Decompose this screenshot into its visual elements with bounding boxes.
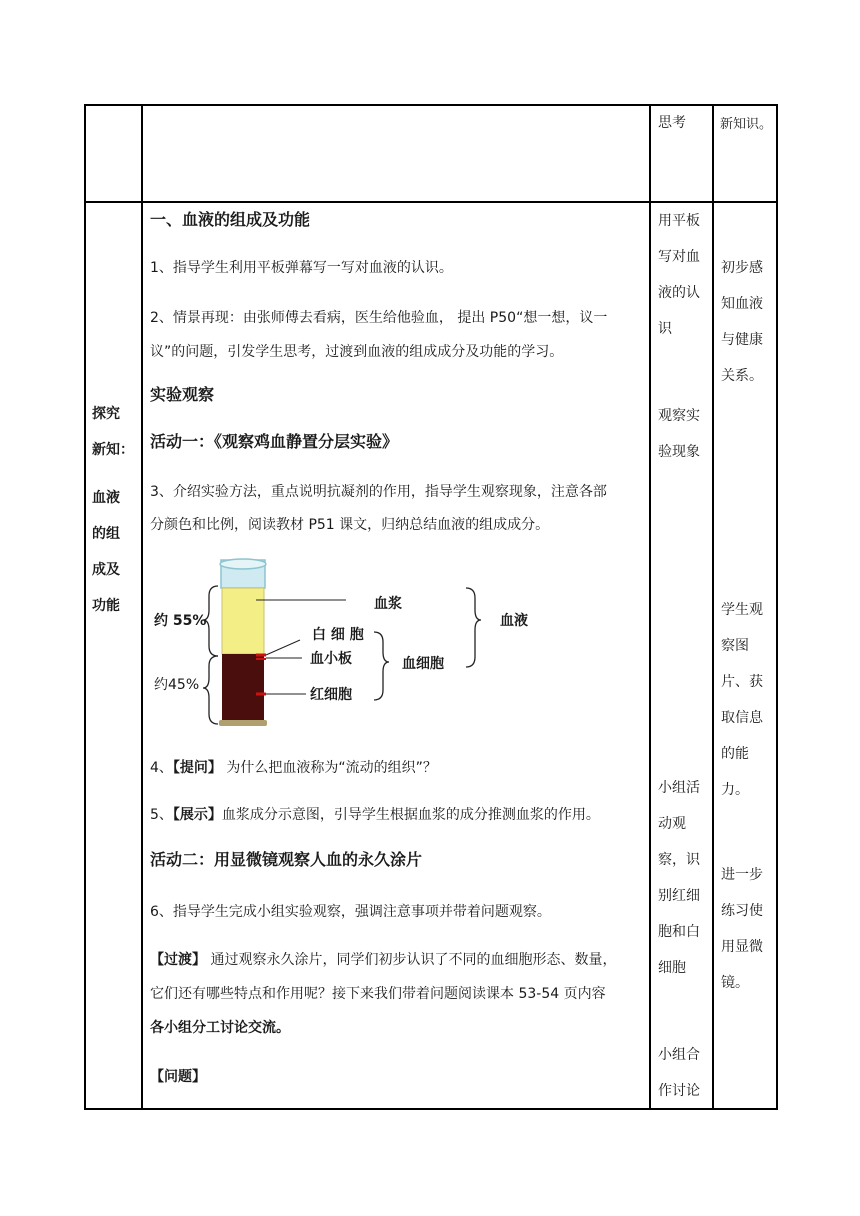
col3-line: 动观 [658, 816, 686, 832]
col4-line: 知血液 [721, 296, 763, 312]
col4-line: 取信息 [721, 710, 763, 726]
paragraph-1: 1、指导学生利用平板弹幕写一写对血液的认识。 [150, 260, 453, 276]
col3-line: 识 [658, 321, 672, 337]
paragraph-2-line-2: 议”的问题，引发学生思考，过渡到血液的组成成分及功能的学习。 [150, 344, 564, 360]
col-divider-2 [649, 104, 651, 1110]
col3-line: 写对血 [658, 249, 700, 265]
col4-group-2 [721, 592, 763, 808]
paragraph-4 [150, 757, 437, 779]
rbc-label: 红细胞 [310, 687, 352, 703]
blood-label: 血液 [500, 613, 528, 629]
pct2-brace [203, 656, 218, 724]
col3-line: 验现象 [658, 444, 700, 460]
paragraph-7-line-1 [150, 949, 616, 971]
col3-line: 作讨论 [658, 1083, 700, 1099]
tube-glass-top [221, 560, 265, 588]
col4-line: 的能 [721, 746, 749, 762]
col4-line: 学生观 [721, 602, 763, 618]
plasma-layer [222, 588, 264, 654]
paragraph-7-line-2: 它们还有哪些特点和作用呢？接下来我们带着问题阅读课本 53-54 页内容 [150, 986, 606, 1002]
rbc-layer [222, 654, 264, 722]
paragraph-2-line-1: 2、情景再现：由张师傅去看病，医生给他验血， 提出 P50“想一想，议一 [150, 310, 608, 326]
platelet-label: 血小板 [310, 651, 352, 667]
left-label: 血液 [92, 490, 120, 506]
wbc-leader [266, 640, 300, 655]
p4-tag: 【提问】 [172, 760, 222, 776]
paragraph-7-line-3: 各小组分工讨论交流。 [150, 1020, 290, 1036]
col3-line: 用平板 [658, 213, 700, 229]
col3-group-2 [658, 398, 700, 470]
col4-line: 镜。 [721, 975, 749, 991]
p5-text: 血浆成分示意图，引导学生根据血浆的成分推测血浆的作用。 [221, 807, 600, 823]
col4-line: 进一步 [721, 867, 763, 883]
p7-text: 通过观察永久涂片，同学们初步认识了不同的血细胞形态、数量， [206, 952, 617, 968]
wbc-label: 白 细 胞 [312, 627, 364, 643]
table-right-border [776, 104, 778, 1110]
col3-line: 察，识 [658, 852, 700, 868]
table-left-border [84, 104, 86, 1110]
paragraph-5 [150, 804, 600, 826]
col3-line: 细胞 [658, 960, 686, 976]
paragraph-3-line-2: 分颜色和比例，阅读教材 P51 课文，归纳总结血液的组成成分。 [150, 517, 550, 533]
activity-1-heading: 活动一：《观察鸡血静置分层实验》 [150, 432, 399, 451]
left-label: 功能 [92, 598, 120, 614]
left-label: 成及 [92, 562, 120, 578]
tube-rim [220, 559, 266, 569]
table-top-border [84, 104, 778, 106]
col4-line: 用显微 [721, 939, 763, 955]
paragraph-3-line-1: 3、介绍实验方法，重点说明抗凝剂的作用，指导学生观察现象，注意各部 [150, 484, 607, 500]
col4-group-1 [721, 250, 763, 394]
col3-group-3 [658, 770, 700, 986]
left-label: 新知： [92, 442, 134, 458]
col4-line: 力。 [721, 782, 749, 798]
left-column-labels [92, 396, 134, 624]
tube-base [219, 720, 267, 726]
blood-cells-label: 血细胞 [402, 656, 444, 672]
question-tag: 【问题】 [150, 1069, 206, 1085]
left-label: 探究 [92, 406, 120, 422]
col3-line: 小组活 [658, 780, 700, 796]
col3-line: 观察实 [658, 408, 700, 424]
p5-tag: 【展示】 [172, 807, 222, 823]
col-divider-1 [141, 104, 143, 1110]
col4-group-3 [721, 857, 763, 1001]
col3-line: 液的认 [658, 285, 700, 301]
row1-col3-text: 思考 [658, 115, 686, 131]
pct-45-label: 约45% [154, 677, 200, 693]
p4-prefix: 4、 [150, 760, 173, 776]
left-label: 的组 [92, 526, 120, 542]
activity-2-heading: 活动二：用显微镜观察人血的永久涂片 [150, 850, 423, 869]
col3-line: 小组合 [658, 1047, 700, 1063]
row1-col4-text: 新知识。 [720, 117, 773, 132]
col4-line: 与健康 [721, 332, 763, 348]
col3-group-4 [658, 1037, 700, 1109]
col4-line: 关系。 [721, 368, 763, 384]
plasma-label: 血浆 [374, 596, 402, 612]
p5-prefix: 5、 [150, 807, 173, 823]
p4-text: 为什么把血液称为“流动的组织”？ [221, 760, 437, 776]
p7-tag: 【过渡】 [150, 952, 206, 968]
col3-line: 别红细 [658, 888, 700, 904]
col4-line: 练习使 [721, 903, 763, 919]
col4-line: 初步感 [721, 260, 763, 276]
col3-group-1 [658, 203, 700, 347]
blood-brace [466, 588, 481, 667]
experiment-heading: 实验观察 [150, 385, 215, 404]
pct-55-label: 约 55% [154, 613, 207, 629]
paragraph-6: 6、指导学生完成小组实验观察，强调注意事项并带着问题观察。 [150, 904, 551, 920]
col-divider-3 [712, 104, 714, 1110]
col3-line: 胞和白 [658, 924, 700, 940]
cells-brace [374, 632, 389, 700]
col4-line: 片、获 [721, 674, 763, 690]
section-heading: 一、血液的组成及功能 [150, 210, 311, 229]
col4-line: 察图 [721, 638, 749, 654]
